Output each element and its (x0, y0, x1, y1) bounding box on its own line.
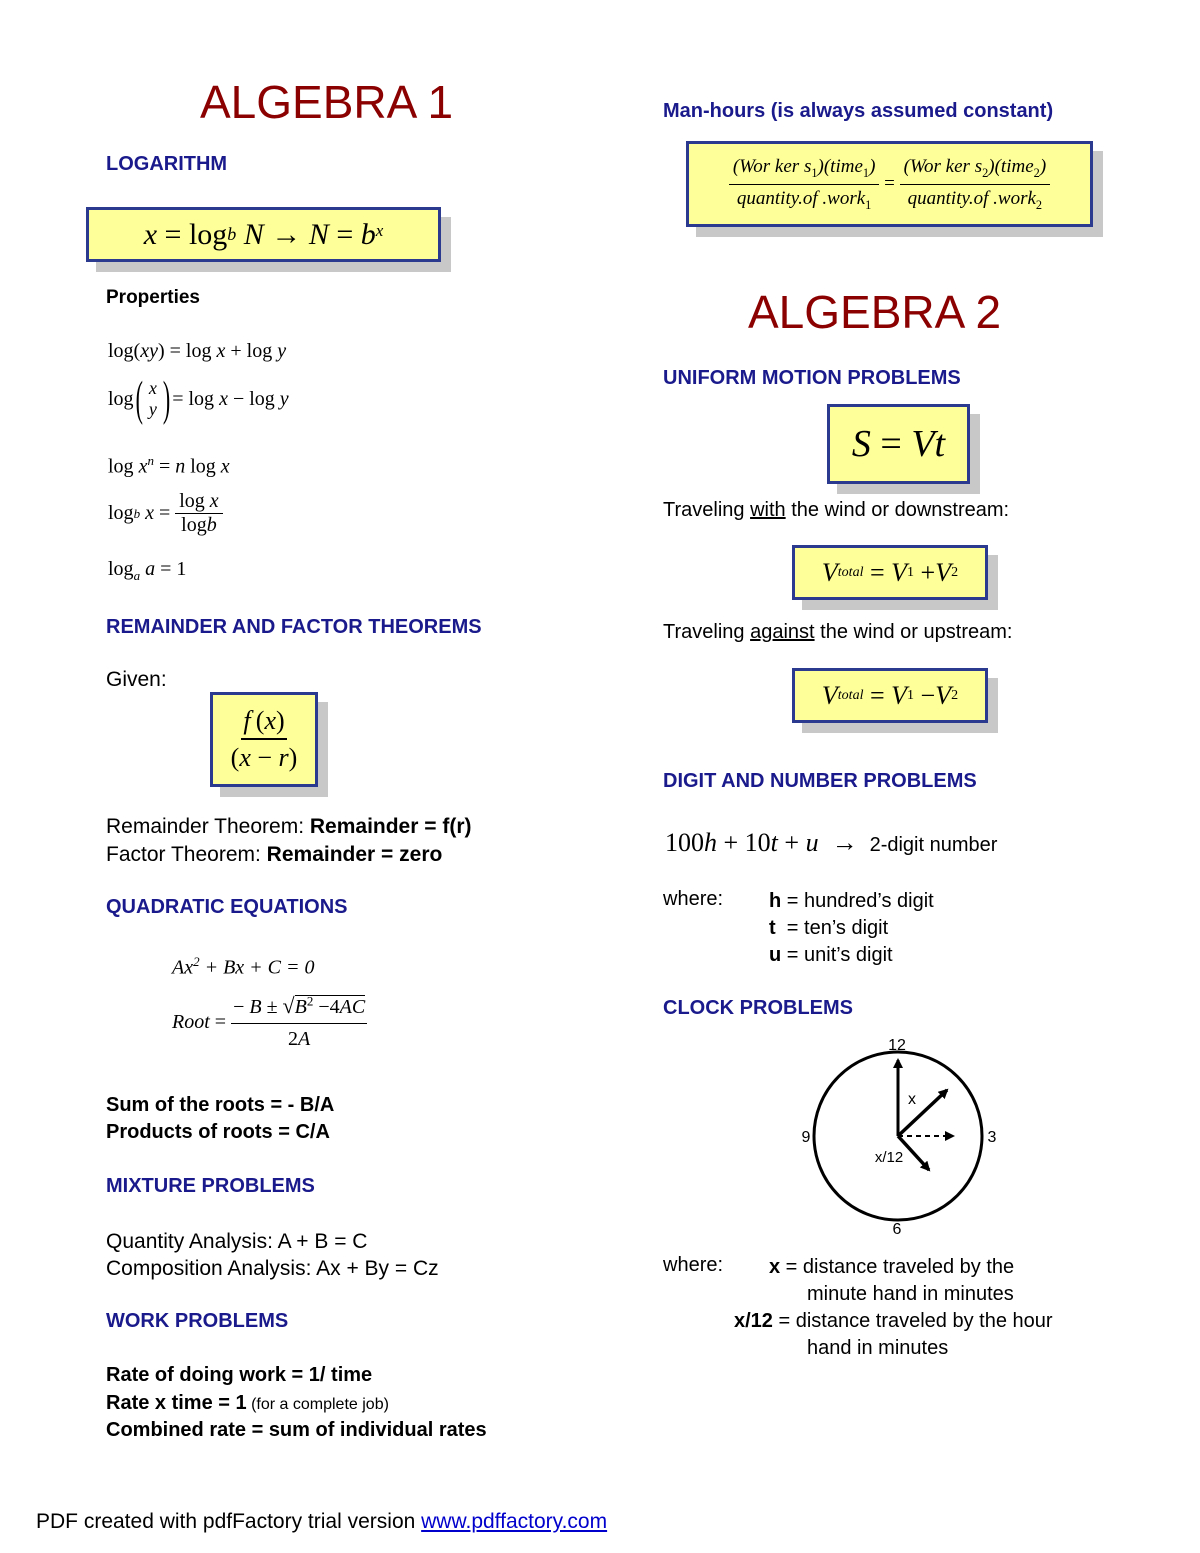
velocity-sum-box: V total = V 1 + V 2 (792, 545, 988, 600)
log-power-rule: $\log x^n = n$ log x (108, 453, 230, 478)
algebra-2-title: ALGEBRA 2 (748, 286, 1002, 338)
clock-label-x: x (908, 1091, 916, 1108)
clock-diagram (795, 1030, 1005, 1240)
digit-def-units: u = unit’s digit (769, 944, 893, 966)
clock-def-x12: x/12 = distance traveled by the hour hand in minutes (734, 1310, 1053, 1359)
clock-heading: CLOCK PROBLEMS (663, 997, 853, 1019)
digit-def-tens: t = ten’s digit (769, 917, 889, 939)
uniform-motion-formula-box: S = Vt (827, 404, 970, 484)
manhours-formula-box: $\frac{(Wor ker s_1)(time_1)}{quantity.of .work_1}$ = $\frac{(Wor ker s_2)(time_2)}{quantity.of .work_2}$ (686, 141, 1093, 227)
clock-label-x12: x/12 (874, 1149, 904, 1166)
remainder-fraction-box: $\frac{f (x)}{(x - r)}$ (210, 692, 318, 787)
against-wind-label: Traveling against the wind or upstream: (663, 621, 1013, 643)
log-identity: $\log_a a = 1$ (108, 558, 187, 583)
clock-label-12: 12 (888, 1037, 906, 1054)
sum-of-roots: Sum of the roots = - B/A (106, 1094, 335, 1116)
quantity-analysis: Quantity Analysis: A + B = C (106, 1230, 368, 1253)
log-quotient-rule: log ( x y ) = log x − log y (108, 370, 289, 426)
clock-label-6: 6 (892, 1221, 902, 1238)
velocity-difference-box: V total = V 1 − V 2 (792, 668, 988, 723)
product-of-roots: Products of roots = C/A (106, 1121, 330, 1143)
digit-formula: 100h + 10t + u → 2-digit number (665, 828, 998, 857)
combined-rate-line: Combined rate = sum of individual rates (106, 1419, 487, 1441)
logarithm-formula-box: x = log b N → N = b $^x$ (86, 207, 441, 262)
quadratic-equation: $Ax^2 + Bx + C = 0$ (172, 954, 315, 979)
work-rate-time-line: Rate x time = 1 (for a complete job) (106, 1392, 389, 1414)
with-wind-label: Traveling with the wind or downstream: (663, 499, 1010, 521)
properties-label: Properties (106, 287, 200, 308)
manhours-heading: Man-hours (is always assumed constant) (663, 100, 1054, 122)
minute-hand-arrow (898, 1090, 947, 1136)
algebra-1-title: ALGEBRA 1 (200, 76, 454, 128)
footer (36, 1510, 607, 1534)
digit-def-hundreds: h = hundred’s digit (769, 890, 934, 912)
work-rate-line: Rate of doing work = 1/ time (106, 1364, 373, 1386)
log-product-rule: log(xy) = log x + log y (108, 340, 287, 362)
remainder-heading: REMAINDER AND FACTOR THEOREMS (106, 616, 482, 638)
clock-def-x: x = distance traveled by the minute hand in minutes (769, 1256, 1015, 1305)
digit-heading: DIGIT AND NUMBER PROBLEMS (663, 770, 977, 792)
clock-where-label: where: (663, 1254, 724, 1276)
quadratic-root-formula: Root = $\frac{- B \pm √B^2 -4AC}{2A}$ (172, 993, 366, 1050)
footer-text: PDF created with pdfFactory trial version (36, 1510, 422, 1533)
uniform-motion-heading: UNIFORM MOTION PROBLEMS (663, 367, 961, 389)
digit-where-label: where: (663, 888, 724, 910)
composition-analysis: Composition Analysis: Ax + By = Cz (106, 1257, 439, 1280)
mixture-heading: MIXTURE PROBLEMS (106, 1175, 315, 1197)
log-change-of-base: log b x = $\frac{\text{log x}}{\log b}$ (108, 490, 223, 537)
clock-label-3: 3 (987, 1129, 997, 1146)
logarithm-heading: LOGARITHM (106, 153, 228, 175)
factor-theorem-line: Factor Theorem: Remainder = zero (106, 843, 443, 866)
given-label: Given: (106, 668, 167, 691)
digit-definitions (769, 888, 934, 969)
clock-label-9: 9 (801, 1129, 811, 1146)
quadratic-heading: QUADRATIC EQUATIONS (106, 896, 348, 918)
remainder-theorem-line: Remainder Theorem: Remainder = f(r) (106, 815, 472, 838)
pdffactory-link[interactable]: www.pdffactory.com (421, 1510, 608, 1533)
work-heading: WORK PROBLEMS (106, 1310, 289, 1332)
